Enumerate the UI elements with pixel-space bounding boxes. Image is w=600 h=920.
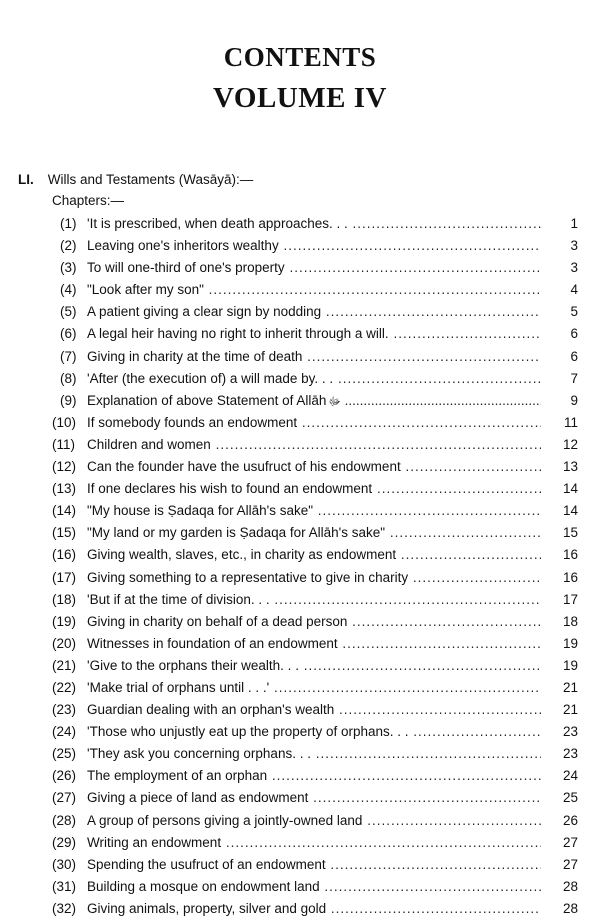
entry-title bbox=[87, 544, 541, 566]
entry-title-text: 'It is prescribed, when death approaches. . . bbox=[87, 216, 348, 231]
toc-entry bbox=[0, 567, 600, 589]
entry-number: (16) bbox=[52, 547, 77, 563]
entry-title bbox=[87, 589, 541, 611]
entry-number: (25) bbox=[52, 746, 77, 762]
section-number: LI. bbox=[18, 172, 34, 187]
entry-title bbox=[87, 832, 541, 854]
entry-page-number: 16 bbox=[562, 569, 578, 585]
entry-page-number: 27 bbox=[562, 856, 578, 872]
entry-title bbox=[87, 368, 541, 390]
toc-entry bbox=[0, 257, 600, 279]
toc-list bbox=[0, 213, 600, 920]
entry-title-text: A group of persons giving a jointly-owned land bbox=[87, 812, 363, 828]
entry-title-text: Giving something to a representative to give in charity bbox=[87, 569, 409, 585]
entry-page-number: 1 bbox=[570, 216, 578, 231]
entry-page-number: 3 bbox=[570, 260, 578, 276]
toc-entry bbox=[0, 235, 600, 257]
entry-page-number: 21 bbox=[562, 702, 578, 718]
entry-title-text: A patient giving a clear sign by nodding bbox=[87, 304, 322, 320]
entry-title-text: 'Make trial of orphans until . . .' bbox=[87, 679, 270, 695]
entry-title bbox=[87, 876, 541, 898]
entry-number: (24) bbox=[52, 724, 77, 740]
entry-title-text: "Look after my son" bbox=[87, 282, 204, 298]
entry-title-text: Leaving one's inheritors wealthy bbox=[87, 238, 279, 254]
toc-entry bbox=[0, 301, 600, 323]
entry-page-number: 25 bbox=[562, 790, 578, 806]
toc-entry bbox=[0, 655, 600, 677]
entry-number: (26) bbox=[52, 768, 77, 784]
entry-number: (28) bbox=[52, 812, 77, 828]
entry-page-number: 21 bbox=[562, 679, 578, 695]
entry-page-number: 6 bbox=[570, 348, 578, 364]
toc-entry bbox=[0, 368, 600, 390]
entry-title-text: Guardian dealing with an orphan's wealth bbox=[87, 702, 335, 718]
entry-page-number: 23 bbox=[562, 746, 578, 762]
entry-title bbox=[87, 323, 541, 345]
entry-number: (5) bbox=[60, 304, 77, 320]
entry-title bbox=[87, 279, 541, 301]
toc-entry bbox=[0, 213, 600, 235]
entry-title-text: Writing an endowment bbox=[87, 834, 222, 850]
entry-title bbox=[87, 765, 541, 787]
toc-entry bbox=[0, 390, 600, 412]
toc-entry bbox=[0, 633, 600, 655]
entry-page-number: 28 bbox=[562, 878, 578, 894]
entry-page-number: 6 bbox=[570, 326, 578, 342]
entry-title-text: Giving animals, property, silver and gold bbox=[87, 900, 327, 916]
entry-number: (10) bbox=[52, 414, 77, 430]
entry-title bbox=[87, 257, 541, 279]
entry-title-text: 'But if at the time of division. . . bbox=[87, 591, 270, 607]
entry-title bbox=[87, 390, 541, 413]
entry-page-number: 26 bbox=[562, 812, 578, 828]
entry-page-number: 7 bbox=[570, 370, 578, 386]
entry-page-number: 14 bbox=[562, 503, 578, 519]
entry-page-number: 23 bbox=[562, 724, 578, 740]
toc-entry bbox=[0, 279, 600, 301]
entry-number: (17) bbox=[52, 569, 77, 585]
entry-title-text: If somebody founds an endowment bbox=[87, 414, 298, 430]
entry-title bbox=[87, 412, 541, 434]
toc-entry bbox=[0, 323, 600, 345]
entry-page-number: 19 bbox=[562, 657, 578, 673]
entry-title-text: Building a mosque on endowment land bbox=[87, 878, 320, 894]
entry-number: (7) bbox=[60, 348, 77, 364]
entry-page-number: 12 bbox=[562, 436, 578, 452]
entry-title bbox=[87, 500, 541, 522]
section-title: Wills and Testaments (Wasāyā):— bbox=[47, 172, 254, 187]
entry-title bbox=[87, 213, 541, 235]
entry-title bbox=[87, 699, 541, 721]
entry-number: (31) bbox=[52, 878, 77, 894]
entry-number: (6) bbox=[60, 326, 77, 342]
toc-entry bbox=[0, 346, 600, 368]
entry-page-number: 28 bbox=[562, 900, 578, 916]
entry-title-text: Giving wealth, slaves, etc., in charity as endowment bbox=[87, 547, 397, 563]
toc-entry bbox=[0, 589, 600, 611]
entry-number: (2) bbox=[60, 238, 77, 254]
entry-number: (22) bbox=[52, 679, 77, 695]
toc-entry bbox=[0, 478, 600, 500]
entry-title-text: Explanation of above Statement of Allāh bbox=[87, 392, 327, 408]
entry-title bbox=[87, 655, 541, 677]
entry-number: (30) bbox=[52, 856, 77, 872]
entry-title bbox=[87, 456, 541, 478]
entry-number: (19) bbox=[52, 613, 77, 629]
toc-entry bbox=[0, 434, 600, 456]
entry-title-text: Giving a piece of land as endowment bbox=[87, 790, 309, 806]
entry-number: (23) bbox=[52, 702, 77, 718]
entry-number: (12) bbox=[52, 459, 77, 475]
entry-number: (18) bbox=[52, 591, 77, 607]
entry-number: (1) bbox=[60, 216, 77, 231]
entry-title bbox=[87, 301, 541, 323]
toc-entry bbox=[0, 677, 600, 699]
entry-page-number: 24 bbox=[562, 768, 578, 784]
toc-entry bbox=[0, 787, 600, 809]
toc-entry bbox=[0, 412, 600, 434]
entry-title-text: Witnesses in foundation of an endowment bbox=[87, 635, 338, 651]
entry-page-number: 15 bbox=[562, 525, 578, 541]
entry-title-text: To will one-third of one's property bbox=[87, 260, 285, 276]
entry-number: (21) bbox=[52, 657, 77, 673]
page-title: CONTENTS bbox=[223, 42, 377, 72]
entry-title-text: 'They ask you concerning orphans. . . bbox=[87, 746, 311, 762]
entry-title-text: A legal heir having no right to inherit through a will. bbox=[87, 326, 389, 342]
entry-page-number: 3 bbox=[570, 238, 578, 254]
entry-title bbox=[87, 677, 541, 699]
toc-entry bbox=[0, 743, 600, 765]
entry-title-text: 'Those who unjustly eat up the property of orphans. . . bbox=[87, 724, 409, 740]
toc-entry bbox=[0, 876, 600, 898]
entry-title-text: Children and women bbox=[87, 436, 211, 452]
toc-entry bbox=[0, 765, 600, 787]
entry-number: (9) bbox=[60, 392, 77, 408]
arabic-glyph: ﷻ bbox=[328, 395, 341, 408]
section-heading bbox=[18, 172, 253, 187]
entry-title-text: If one declares his wish to found an endowment bbox=[87, 481, 373, 497]
entry-title bbox=[87, 567, 541, 589]
entry-title bbox=[87, 854, 541, 876]
entry-page-number: 19 bbox=[562, 635, 578, 651]
chapters-subheading: Chapters:— bbox=[52, 193, 125, 208]
toc-entry bbox=[0, 699, 600, 721]
entry-title bbox=[87, 522, 541, 544]
entry-page-number: 18 bbox=[562, 613, 578, 629]
toc-entry bbox=[0, 611, 600, 633]
entry-title bbox=[87, 434, 541, 456]
entry-title bbox=[87, 235, 541, 257]
entry-title-text: Giving in charity on behalf of a dead person bbox=[87, 613, 348, 629]
entry-number: (8) bbox=[60, 370, 77, 386]
entry-title bbox=[87, 810, 541, 832]
entry-page-number: 11 bbox=[563, 414, 578, 430]
toc-entry bbox=[0, 810, 600, 832]
entry-page-number: 5 bbox=[570, 304, 578, 320]
toc-entry bbox=[0, 522, 600, 544]
entry-title-text: The employment of an orphan bbox=[87, 768, 268, 784]
entry-number: (20) bbox=[52, 635, 77, 651]
entry-title-text: "My house is Ṣadaqa for Allāh's sake" bbox=[87, 503, 314, 519]
toc-entry bbox=[0, 500, 600, 522]
entry-title-text: Can the founder have the usufruct of his endowment bbox=[87, 459, 401, 475]
entry-title bbox=[87, 478, 541, 500]
toc-entry bbox=[0, 456, 600, 478]
entry-title bbox=[87, 633, 541, 655]
entry-page-number: 13 bbox=[562, 459, 578, 475]
volume-title: VOLUME IV bbox=[213, 82, 387, 114]
entry-title bbox=[87, 743, 541, 765]
entry-number: (4) bbox=[60, 282, 77, 298]
entry-number: (3) bbox=[60, 260, 77, 276]
entry-title-text: 'After (the execution of) a will made by. . . bbox=[87, 370, 334, 386]
entry-number: (32) bbox=[52, 900, 77, 916]
entry-title-text: 'Give to the orphans their wealth. . . bbox=[87, 657, 299, 673]
entry-page-number: 16 bbox=[562, 547, 578, 563]
entry-number: (27) bbox=[52, 790, 77, 806]
entry-title bbox=[87, 611, 541, 633]
toc-entry bbox=[0, 854, 600, 876]
entry-title bbox=[87, 721, 541, 743]
entry-number: (15) bbox=[52, 525, 77, 541]
entry-number: (13) bbox=[52, 481, 77, 497]
toc-entry bbox=[0, 721, 600, 743]
entry-page-number: 9 bbox=[570, 392, 578, 408]
entry-number: (11) bbox=[52, 436, 76, 452]
entry-title-text: Spending the usufruct of an endowment bbox=[87, 856, 326, 872]
entry-title bbox=[87, 346, 541, 368]
toc-entry bbox=[0, 832, 600, 854]
entry-title-text: Giving in charity at the time of death bbox=[87, 348, 303, 364]
entry-page-number: 4 bbox=[570, 282, 578, 298]
entry-number: (29) bbox=[52, 834, 77, 850]
entry-title-text: "My land or my garden is Ṣadaqa for Allāh's sake" bbox=[87, 525, 386, 541]
entry-page-number: 14 bbox=[562, 481, 578, 497]
entry-title bbox=[87, 787, 541, 809]
toc-entry bbox=[0, 544, 600, 566]
entry-page-number: 27 bbox=[562, 834, 578, 850]
entry-number: (14) bbox=[52, 503, 77, 519]
entry-page-number: 17 bbox=[562, 591, 578, 607]
